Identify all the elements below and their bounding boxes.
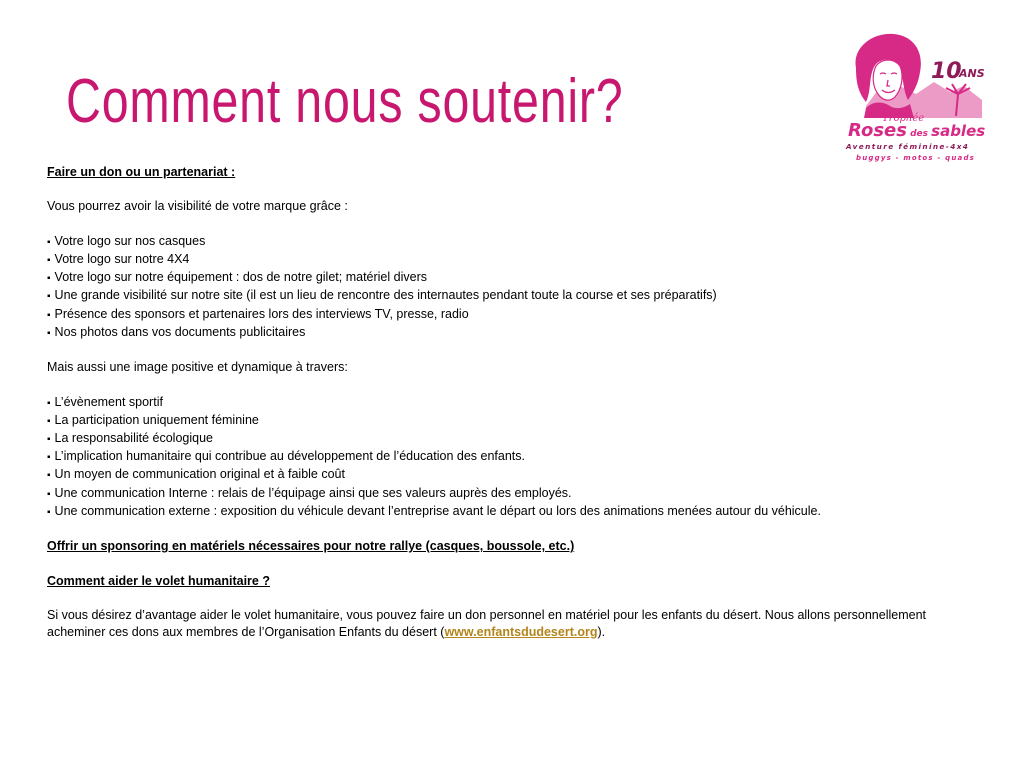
list-item-text: Nos photos dans vos documents publicitaires [54,324,306,339]
list-item [47,269,987,287]
logo-brand-sables: sables [931,122,986,140]
spacer [47,216,987,233]
section-heading-humanitarian: Comment aider le volet humanitaire ? [47,573,270,588]
list-item [47,251,987,269]
bullet-icon: ▪ [47,415,51,427]
visibility-list [47,233,987,342]
logo-top-word: Trophée [882,113,925,124]
bullet-icon: ▪ [47,506,51,518]
spacer [47,521,987,538]
list-item-text: Une communication Interne : relais de l’équipage ainsi que ses valeurs auprès des employés. [54,485,572,500]
image-intro: Mais aussi une image positive et dynamique à travers: [47,360,348,375]
enfants-du-desert-link[interactable]: www.enfantsdudesert.org [444,625,598,640]
list-item [47,324,987,342]
image-list [47,394,987,521]
logo-brand-des: des [906,129,932,139]
humanitarian-text: Si vous désirez d’avantage aider le volet humanitaire, vous pouvez faire un don personnel en matériel pour les enfants du désert. Nous allons personnellement acheminer ces dons aux membres de l’Organisation Enfants du désert ( [47,607,926,640]
bullet-icon: ▪ [47,397,51,409]
list-item [47,466,987,484]
list-item [47,448,987,466]
logo-tagline: Aventure féminine-4x4 [846,142,970,151]
spacer [47,376,987,393]
spacer [47,590,987,607]
bullet-icon: ▪ [47,236,51,248]
spacer [47,181,987,198]
section-heading-sponsoring: Offrir un sponsoring en matériels nécessaires pour notre rallye (casques, boussole, etc.) [47,539,575,554]
bullet-icon: ▪ [47,273,51,285]
list-item [47,233,987,251]
bullet-icon: ▪ [47,452,51,464]
bullet-icon: ▪ [47,254,51,266]
list-item-text: Présence des sponsors et partenaires lors des interviews TV, presse, radio [54,306,469,321]
list-item-text: Un moyen de communication original et à faible coût [54,467,345,482]
list-item-text: Votre logo sur nos casques [54,233,206,248]
list-item [47,430,987,448]
list-item-text: L’évènement sportif [54,394,163,409]
list-item [47,503,987,521]
list-item [47,394,987,412]
logo-anniversary-word: ANS [959,67,985,80]
page-title: Comment nous soutenir? [66,67,624,136]
slide-body [47,164,987,641]
list-item-text: Une communication externe : exposition du véhicule devant l’entreprise avant le départ ou lors des animations menées autour du véhicule. [54,503,821,518]
list-item [47,306,987,324]
list-item [47,287,987,305]
logo-subtagline: buggys - motos - quads [856,154,976,162]
section-heading-donation: Faire un don ou un partenariat : [47,165,236,179]
list-item-text: La responsabilité écologique [54,430,213,445]
bullet-icon: ▪ [47,309,51,321]
bullet-icon: ▪ [47,327,51,339]
bullet-icon: ▪ [47,470,51,482]
humanitarian-text-end: ). [597,625,606,640]
list-item-text: Votre logo sur notre équipement : dos de notre gilet; matériel divers [54,270,427,285]
bullet-icon: ▪ [47,433,51,445]
bullet-icon: ▪ [47,291,51,303]
bullet-icon: ▪ [47,488,51,500]
list-item [47,485,987,503]
visibility-intro: Vous pourrez avoir la visibilité de votre marque grâce : [47,199,348,214]
list-item-text: Votre logo sur notre 4X4 [54,251,190,266]
spacer [47,555,987,572]
trophee-roses-des-sables-logo [838,28,988,168]
spacer [47,342,987,359]
logo-anniversary-number: 10 [931,59,962,84]
logo-brand-roses: Roses [848,120,907,141]
list-item [47,412,987,430]
humanitarian-paragraph [47,607,987,641]
list-item-text: La participation uniquement féminine [54,412,259,427]
list-item-text: Une grande visibilité sur notre site (il est un lieu de rencontre des internautes pendant toute la course et ses préparatifs) [54,288,717,303]
list-item-text: L’implication humanitaire qui contribue au développement de l’éducation des enfants. [54,449,525,464]
